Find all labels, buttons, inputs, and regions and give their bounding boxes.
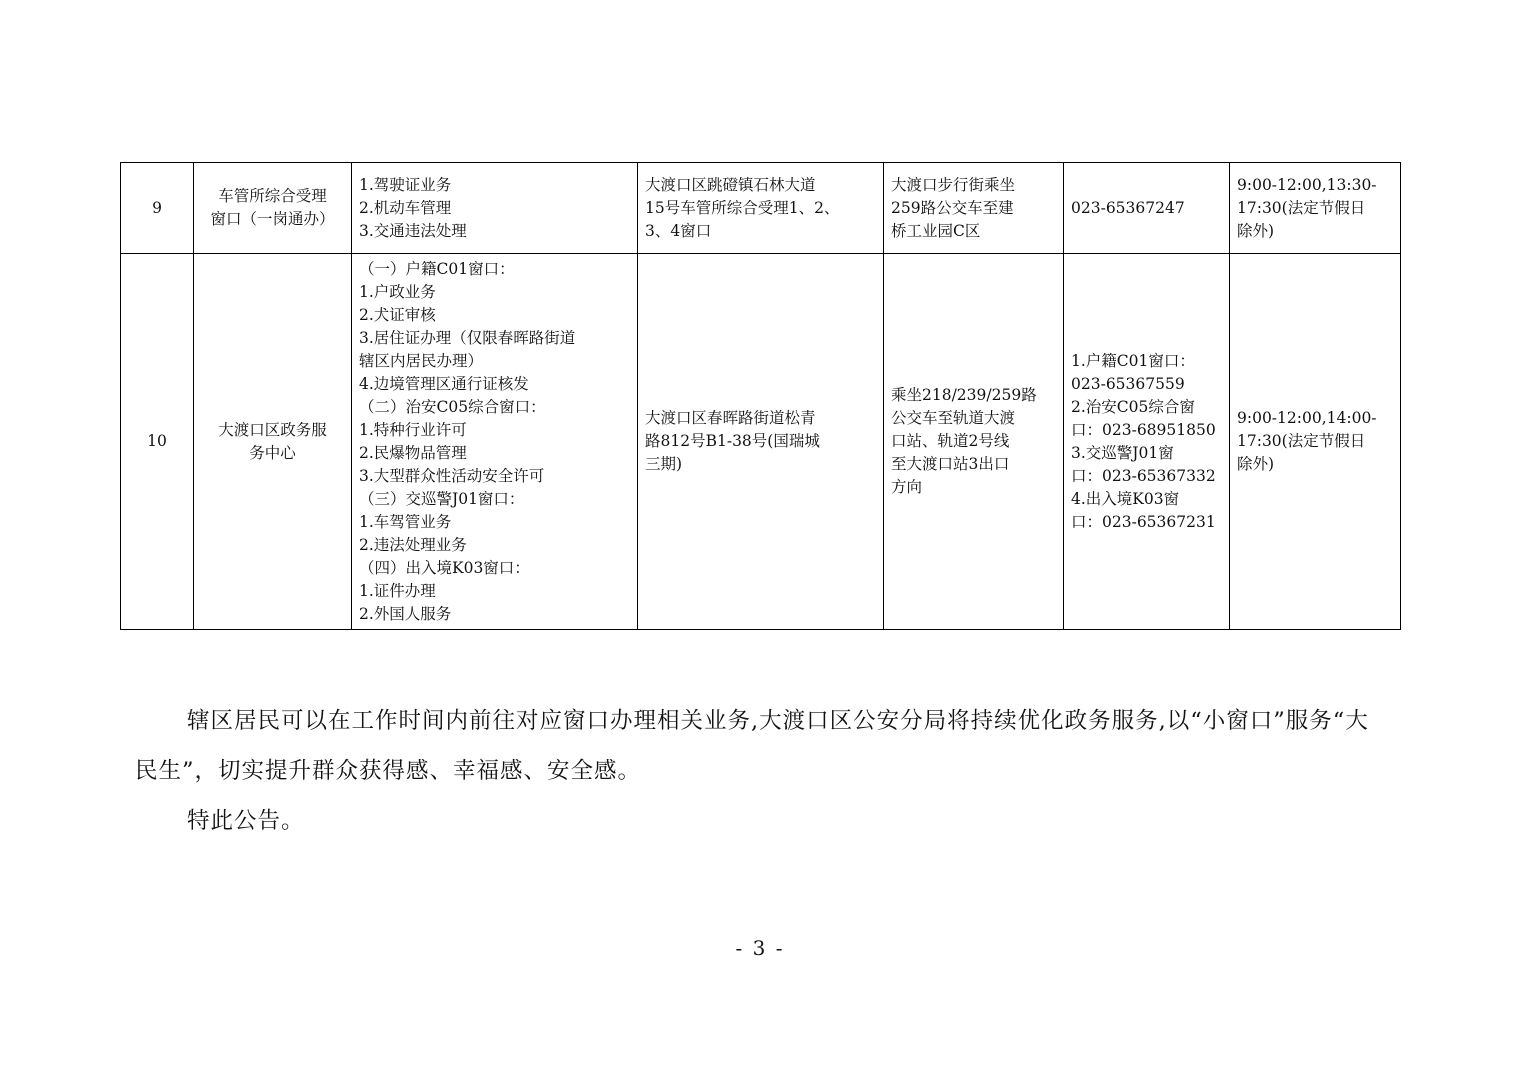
transport-route <box>884 163 1064 254</box>
text-line: 1.证件办理 <box>359 581 436 600</box>
text-line: 至大渡口站3出口 <box>891 455 1010 473</box>
window-name <box>194 254 352 630</box>
text-line: 口：023-65367332 <box>1071 466 1216 485</box>
text-line: 大渡口区春晖路街道松青 <box>645 409 816 427</box>
text-line: 2.治安C05综合窗 <box>1071 397 1195 416</box>
text-line: 9:00-12:00,13:30- <box>1237 175 1377 194</box>
text-line: 023-65367247 <box>1071 198 1185 217</box>
text-line: 大渡口区跳磴镇石林大道 <box>645 175 816 194</box>
contact-phone <box>1064 254 1230 630</box>
office-hours <box>1230 254 1401 630</box>
text-line: 4.边境管理区通行证核发 <box>359 374 529 393</box>
text-line: 2.犬证审核 <box>359 305 436 324</box>
text-line: 2.民爆物品管理 <box>359 443 467 462</box>
text-line: 方向 <box>891 478 923 496</box>
table-row <box>121 163 1401 254</box>
contact-phone <box>1064 163 1230 254</box>
text-line: 车管所综合受理 <box>218 187 327 205</box>
text-line: （一）户籍C01窗口： <box>359 259 515 278</box>
text-line: 259路公交车至建 <box>891 198 1014 217</box>
text-line: 大渡口区政务服 <box>218 420 327 439</box>
text-line: 9:00-12:00,14:00- <box>1237 409 1377 427</box>
text-line: 务中心 <box>249 443 296 462</box>
text-line: （四）出入境K03窗口： <box>359 558 530 577</box>
text-line: 15号车管所综合受理1、2、 <box>645 198 840 217</box>
text-line: 3、4窗口 <box>645 221 712 240</box>
page-number: - 3 - <box>735 936 785 960</box>
text-line: 除外) <box>1237 221 1275 240</box>
window-name <box>194 163 352 254</box>
row-number: 9 <box>121 163 194 254</box>
text-line: 三期) <box>645 455 683 473</box>
text-line: 1.驾驶证业务 <box>359 175 452 194</box>
text-line: 3.交通违法处理 <box>359 221 467 240</box>
text-line: 023-65367559 <box>1071 374 1185 393</box>
text-line: （二）治安C05综合窗口： <box>359 397 546 416</box>
text-line: 公交车至轨道大渡 <box>891 409 1016 427</box>
closing-paragraph: 特此公告。 <box>187 808 305 834</box>
text-line: 3.居住证办理（仅限春晖路街道 <box>359 328 576 347</box>
text-line: （三）交巡警J01窗口： <box>359 489 525 508</box>
text-line: 窗口（一岗通办） <box>210 210 335 228</box>
text-line: 17:30(法定节假日 <box>1237 432 1366 450</box>
transport-route <box>884 254 1064 630</box>
service-window-table <box>120 162 1401 630</box>
row-number: 10 <box>121 254 194 630</box>
text-line: 口：023-65367231 <box>1071 512 1216 531</box>
text-line: 3.交巡警J01窗 <box>1071 443 1174 462</box>
text-line: 1.特种行业许可 <box>359 420 467 439</box>
text-line: 除外) <box>1237 455 1275 473</box>
text-line: 辖区内居民办理） <box>359 351 484 370</box>
service-list <box>352 163 638 254</box>
window-address <box>638 163 884 254</box>
service-list <box>352 254 638 630</box>
text-line: 17:30(法定节假日 <box>1237 198 1366 217</box>
text-line: 2.机动车管理 <box>359 198 452 217</box>
text-line: 2.违法处理业务 <box>359 535 467 554</box>
text-line: 3.大型群众性活动安全许可 <box>359 466 545 485</box>
body-paragraph: 辖区居民可以在工作时间内前往对应窗口办理相关业务,大渡口区公安分局将持续优化政务服务,以“小窗口”服务“大民生”，切实提升群众获得感、幸福感、安全感。 <box>135 708 1369 784</box>
window-address <box>638 254 884 630</box>
text-line: 1.户籍C01窗口： <box>1071 351 1195 370</box>
text-line: 路812号B1-38号(国瑞城 <box>645 432 820 450</box>
text-line: 2.外国人服务 <box>359 604 452 623</box>
text-line: 大渡口步行街乘坐 <box>891 175 1016 194</box>
text-line: 口站、轨道2号线 <box>891 432 1010 450</box>
text-line: 1.车驾管业务 <box>359 512 452 531</box>
text-line: 口：023-68951850 <box>1071 420 1216 439</box>
text-line: 乘坐218/239/259路 <box>891 386 1037 404</box>
text-line: 桥工业园C区 <box>891 221 981 240</box>
table-row <box>121 254 1401 630</box>
text-line: 4.出入境K03窗 <box>1071 489 1180 508</box>
office-hours <box>1230 163 1401 254</box>
text-line: 1.户政业务 <box>359 282 436 301</box>
